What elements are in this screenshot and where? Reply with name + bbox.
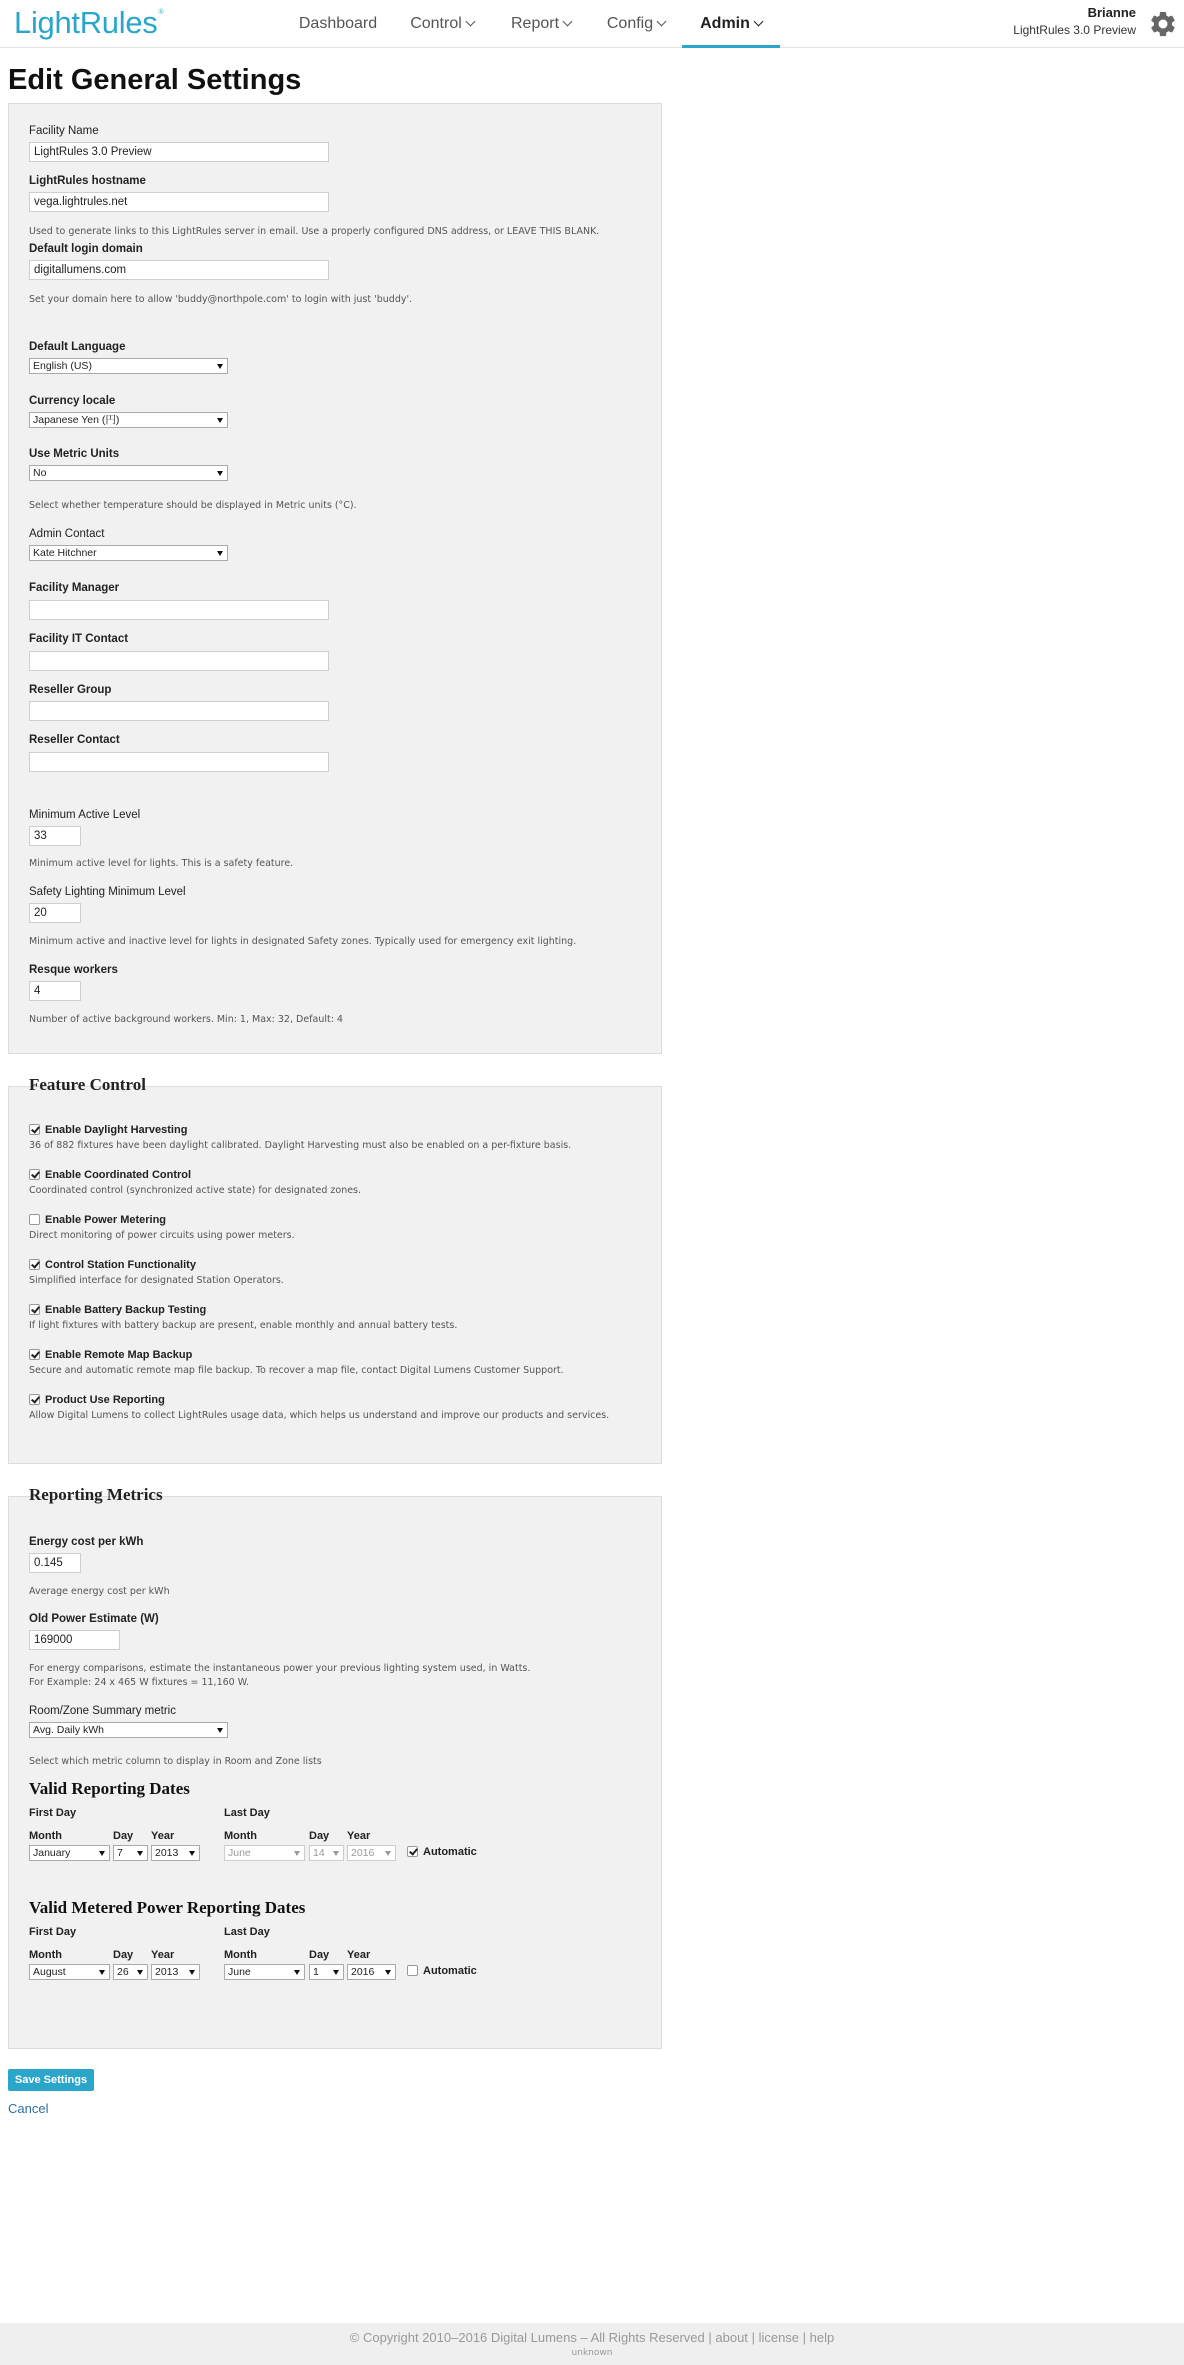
product-use-reporting-label[interactable]: Product Use Reporting	[45, 1394, 165, 1406]
metered-first-year-select[interactable]: 2013	[151, 1964, 200, 1980]
metered-last-year-select[interactable]: 2016	[347, 1964, 396, 1980]
metric-units-select[interactable]: No	[29, 465, 228, 481]
old-power-help: For energy comparisons, estimate the instantaneous power your previous lighting system used, in Watts.	[29, 1663, 531, 1674]
year-label: Year	[347, 1949, 371, 1961]
hostname-input[interactable]: vega.lightrules.net	[29, 192, 329, 212]
safety-level-label: Safety Lighting Minimum Level	[29, 886, 186, 898]
battery-backup-checkbox[interactable]	[29, 1304, 40, 1315]
energy-cost-label: Energy cost per kWh	[29, 1536, 144, 1548]
facility-manager-label: Facility Manager	[29, 582, 120, 594]
login-domain-label: Default login domain	[29, 243, 143, 255]
facility-name: LightRules 3.0 Preview	[1013, 23, 1136, 37]
metered-first-day-select[interactable]: 26	[113, 1964, 148, 1980]
last-day-label: Last Day	[224, 1926, 270, 1938]
it-contact-input[interactable]	[29, 651, 329, 671]
summary-metric-label: Room/Zone Summary metric	[29, 1705, 176, 1717]
footer	[0, 2323, 1184, 2365]
power-metering-label[interactable]: Enable Power Metering	[45, 1214, 167, 1226]
power-metering-checkbox[interactable]	[29, 1214, 40, 1225]
metered-last-month-select[interactable]: June	[224, 1964, 305, 1980]
old-power-label: Old Power Estimate (W)	[29, 1613, 159, 1625]
energy-cost-input[interactable]: 0.145	[29, 1553, 81, 1573]
feature-control-heading: Feature Control	[29, 1075, 146, 1094]
version-text: unknown	[571, 2348, 613, 2358]
last-day-label: Last Day	[224, 1807, 270, 1819]
metric-units-help: Select whether temperature should be displayed in Metric units (°C).	[29, 500, 357, 511]
valid-last-day-select[interactable]: 14	[309, 1845, 344, 1861]
language-label: Default Language	[29, 341, 126, 353]
user-info[interactable]	[1013, 5, 1136, 37]
first-day-label: First Day	[29, 1807, 77, 1819]
reseller-contact-input[interactable]	[29, 752, 329, 772]
daylight-harvesting-label[interactable]: Enable Daylight Harvesting	[45, 1124, 188, 1136]
coordinated-control-help: Coordinated control (synchronized active state) for designated zones.	[29, 1185, 362, 1196]
old-power-example: For Example: 24 x 465 W fixtures = 11,160 W.	[29, 1677, 250, 1688]
lightrules-logo[interactable]: LightRules®	[14, 5, 164, 40]
currency-select[interactable]: Japanese Yen (円)	[29, 412, 228, 428]
login-domain-help: Set your domain here to allow 'buddy@northpole.com' to login with just 'buddy'.	[29, 294, 413, 305]
metered-first-month-select[interactable]: August	[29, 1964, 110, 1980]
day-label: Day	[113, 1949, 134, 1961]
year-label: Year	[347, 1830, 371, 1842]
min-active-level-label: Minimum Active Level	[29, 809, 141, 821]
resque-workers-input[interactable]: 4	[29, 981, 81, 1001]
chevron-down-icon	[563, 17, 573, 27]
hostname-help: Used to generate links to this LightRules server in email. Use a properly configured DNS address, or LEAVE THIS BLANK.	[29, 226, 600, 237]
chevron-down-icon	[657, 17, 667, 27]
currency-label: Currency locale	[29, 395, 116, 407]
safety-level-help: Minimum active and inactive level for lights in designated Safety zones. Typically used for emergency exit lighting.	[29, 936, 577, 947]
nav-control[interactable]: Control	[392, 0, 492, 48]
valid-first-day-select[interactable]: 7	[113, 1845, 148, 1861]
admin-contact-select[interactable]: Kate Hitchner	[29, 545, 228, 561]
min-active-level-help: Minimum active level for lights. This is a safety feature.	[29, 858, 294, 869]
month-label: Month	[29, 1830, 62, 1842]
facility-name-input[interactable]: LightRules 3.0 Preview	[29, 142, 329, 162]
day-label: Day	[309, 1949, 330, 1961]
license-link[interactable]: license	[758, 2330, 800, 2345]
admin-contact-label: Admin Contact	[29, 528, 105, 540]
product-use-reporting-help: Allow Digital Lumens to collect LightRules usage data, which helps us understand and improve our products and services.	[29, 1410, 610, 1421]
valid-automatic-checkbox[interactable]	[407, 1846, 418, 1857]
reporting-metrics-heading: Reporting Metrics	[29, 1485, 163, 1504]
daylight-harvesting-checkbox[interactable]	[29, 1124, 40, 1135]
remote-map-backup-checkbox[interactable]	[29, 1349, 40, 1360]
chevron-down-icon	[753, 17, 763, 27]
save-settings-button[interactable]: Save Settings	[8, 2069, 94, 2091]
user-name: Brianne	[1087, 5, 1136, 20]
reseller-group-input[interactable]	[29, 701, 329, 721]
coordinated-control-label[interactable]: Enable Coordinated Control	[45, 1169, 192, 1181]
remote-map-backup-label[interactable]: Enable Remote Map Backup	[45, 1349, 193, 1361]
gear-icon[interactable]	[1148, 9, 1178, 39]
facility-manager-input[interactable]	[29, 600, 329, 620]
year-label: Year	[151, 1949, 175, 1961]
old-power-input[interactable]: 169000	[29, 1630, 120, 1650]
valid-automatic-label[interactable]: Automatic	[423, 1846, 477, 1858]
help-link[interactable]: help	[809, 2330, 835, 2345]
summary-metric-select[interactable]: Avg. Daily kWh	[29, 1722, 228, 1738]
copyright-text: © Copyright 2010–2016 Digital Lumens – All Rights Reserved	[349, 2330, 705, 2345]
page-title: Edit General Settings	[8, 64, 302, 96]
product-use-reporting-checkbox[interactable]	[29, 1394, 40, 1405]
nav-dashboard[interactable]: Dashboard	[298, 15, 378, 32]
metered-reporting-dates-heading: Valid Metered Power Reporting Dates	[29, 1898, 306, 1917]
feature-control-panel	[8, 1075, 662, 1464]
first-day-label: First Day	[29, 1926, 77, 1938]
month-label: Month	[224, 1830, 257, 1842]
daylight-harvesting-help: 36 of 882 fixtures have been daylight calibrated. Daylight Harvesting must also be enabled on a per-fixture basis.	[29, 1140, 572, 1151]
valid-first-year-select[interactable]: 2013	[151, 1845, 200, 1861]
control-station-help: Simplified interface for designated Station Operators.	[29, 1275, 284, 1286]
battery-backup-label[interactable]: Enable Battery Backup Testing	[45, 1304, 207, 1316]
min-active-level-input[interactable]: 33	[29, 826, 81, 846]
metered-automatic-checkbox[interactable]	[407, 1965, 418, 1976]
control-station-checkbox[interactable]	[29, 1259, 40, 1270]
about-link[interactable]: about	[715, 2330, 748, 2345]
control-station-label[interactable]: Control Station Functionality	[45, 1259, 196, 1271]
general-settings-panel	[8, 103, 662, 1054]
login-domain-input[interactable]: digitallumens.com	[29, 260, 329, 280]
cancel-link[interactable]: Cancel	[8, 2101, 49, 2116]
reseller-group-label: Reseller Group	[29, 684, 112, 696]
reporting-metrics-panel	[8, 1485, 662, 2049]
summary-metric-help: Select which metric column to display in Room and Zone lists	[29, 1756, 322, 1767]
it-contact-label: Facility IT Contact	[29, 633, 129, 645]
power-metering-help: Direct monitoring of power circuits using power meters.	[29, 1230, 295, 1241]
footer-links: © Copyright 2010–2016 Digital Lumens – All Rights Reserved | about | license | help	[349, 2330, 835, 2345]
resque-workers-label: Resque workers	[29, 964, 118, 976]
month-label: Month	[224, 1949, 257, 1961]
nav-admin[interactable]: Admin	[682, 0, 780, 48]
energy-cost-help: Average energy cost per kWh	[29, 1586, 170, 1597]
reseller-contact-label: Reseller Contact	[29, 734, 120, 746]
facility-name-label: Facility Name	[29, 125, 99, 137]
safety-level-input[interactable]: 20	[29, 903, 81, 923]
resque-workers-help: Number of active background workers. Min: 1, Max: 32, Default: 4	[29, 1014, 343, 1025]
day-label: Day	[309, 1830, 330, 1842]
valid-reporting-dates-heading: Valid Reporting Dates	[29, 1779, 190, 1798]
main-nav	[284, 0, 780, 48]
coordinated-control-checkbox[interactable]	[29, 1169, 40, 1180]
nav-config[interactable]: Config	[590, 0, 682, 48]
valid-last-year-select[interactable]: 2016	[347, 1845, 396, 1861]
hostname-label: LightRules hostname	[29, 175, 146, 187]
nav-report[interactable]: Report	[492, 0, 590, 48]
day-label: Day	[113, 1830, 134, 1842]
top-navigation-bar	[0, 0, 1184, 48]
month-label: Month	[29, 1949, 62, 1961]
chevron-down-icon	[465, 17, 475, 27]
year-label: Year	[151, 1830, 175, 1842]
metered-last-day-select[interactable]: 1	[309, 1964, 344, 1980]
metric-units-label: Use Metric Units	[29, 448, 120, 460]
metered-automatic-label[interactable]: Automatic	[423, 1965, 477, 1977]
valid-first-month-select[interactable]: January	[29, 1845, 110, 1861]
remote-map-backup-help: Secure and automatic remote map file backup. To recover a map file, contact Digital Lumens Customer Support.	[29, 1365, 564, 1376]
battery-backup-help: If light fixtures with battery backup are present, enable monthly and annual battery tests.	[29, 1320, 458, 1331]
valid-last-month-select[interactable]: June	[224, 1845, 305, 1861]
language-select[interactable]: English (US)	[29, 358, 228, 374]
